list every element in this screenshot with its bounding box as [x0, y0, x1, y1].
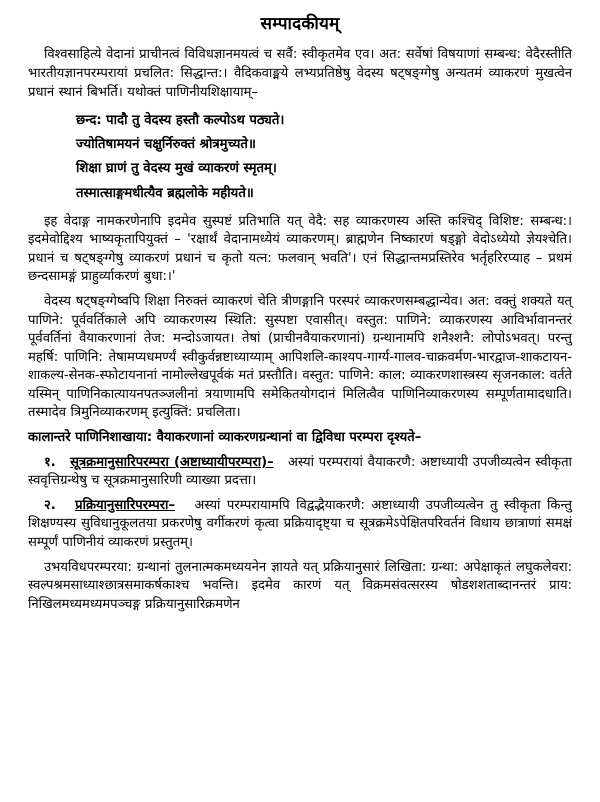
- list-item-number: २.: [44, 497, 56, 513]
- paragraph-vedanga: इह वेदाङ्ग नामकरणेनापि इदमेव सुस्पष्टं प्रतिभाति यत् वेदै: सह व्याकरणस्य अस्ति कश्चिद् विशिष्ट: सम्बन्ध:। इदमेवोद्दिश्य भाष्यकृतापि‍युक्तं – 'रक्षार्थं वेदानामध्येयं व्याकरणम्। ब्राह्मणेन निष्कारणं षड्ङ्गो वेदोऽध्येयो ज्ञेयश्चेति। प्रधानं च षट्षङ्ग्गेषु व्याकरणं प्रधानं च कृतो यत्न: फलवान् भवति'। एनं सिद्धान्तमप्रस्तिरेव भर्तृहरिरप्याह – प्रथमं छन्दसामङ्गं प्राहुर्व्याकरणं बुधा:।': [28, 213, 573, 285]
- list-item-prakriya-krama: [28, 497, 572, 553]
- verse-line-4: तस्मात्साङ्गमधीत्यैव ब्रह्मलोके महीयते॥: [76, 185, 254, 201]
- verse-line-1: छन्द: पादौ तु वेदस्य हस्तौ कल्पोऽथ पठ्यते।: [76, 113, 285, 129]
- list-item-heading: प्रक्रियानुसारिपरम्परा–: [75, 497, 175, 513]
- paragraph-panini: वेदस्य षट्षङ्ग्गेष्वपि शिक्षा निरुक्तं व्याकरणं चेति त्रीणङ्गानि परस्परं व्याकरणसम्बद्धान्येव। अत: वक्तुं शक्यते यत् पाणिने: पूर्ववर्तिकाले अपि व्याकरणस्य स्थिति: सुस्पष्टा एवासीत्। वस्तुत: पाणिने: व्याकरणस्य आविर्भावानन्तरं पूर्ववर्तिनां वैयाकरणानां तेज: मन्दोऽजायत। तेषां (प्राचीनवैयाकरणानां) ग्रन्थानामपि शनैश्शनै: लोपोऽभवत्। परन्तु महर्षि: पाणिनि: तेषामप्यधमर्ण्यं स्वीकुर्वन्नष्टाध्याय्याम् आपिशलि-काश्यप-गार्ग्य-गालव-चाक्रवर्मण-भारद्वाज-शाकटायन-शाकल्य-सेनक-स्फोटायनानां नामोल्लेखपूर्वकं मतं प्रस्तौति। वस्तुत: पाणिने: काल: व्याकरणशास्त्रस्य सृजनकाल: वर्तते यस्मिन् पाणिनिकात्यायनपतञ्जलीनां त्रयाणामपि समेकितयोगदानं मिलित्वैव पाणिनिव्याकरणस्य सम्पूर्णतामादधाति। तस्मादेव त्रिमुनिव्याकरणम् इत्युक्तिं: प्रचलिता।: [28, 294, 572, 421]
- paragraph-intro: विश्वसाहित्ये वेदानां प्राचीनत्वं विविधज्ञानमयत्वं च सर्वै: स्वीकृतमेव एव। अत: सर्वेषां विषयाणां सम्बन्ध: वेदैरस्तीति भारतीयज्ञानपरम्परायां प्रचलित: सिद्धान्त:। वैदिकवाङ्मये लभ्यप्रतिष्ठेषु वेदस्य षट्षङ्ग्गेषु अन्यतमं व्याकरणं मुखत्वेन प्रधानं स्थानं बिभर्ति। यथोक्तं पाणिनीयशिक्षायाम्–: [28, 47, 572, 100]
- paragraph-tradition-heading: कालान्तरे पाणिनिशाखाया: वैयाकरणानां व्याकरणग्रन्थानां वा द्विविधा परम्परा दृश्यते–: [28, 430, 422, 446]
- verse-line-3: शिक्षा घ्राणं तु वेदस्य मुखं व्याकरणं स्मृतम्।: [76, 161, 277, 177]
- verse-line-2: ज्योतिषामयनं चक्षुर्निरुक्तं श्रोत्रमुच्यते॥: [76, 137, 256, 153]
- list-item-number: १.: [44, 454, 56, 470]
- verse-block: [28, 111, 572, 203]
- page-title: सम्पादकीयम्: [260, 14, 340, 34]
- list-item-sutra-krama: [28, 454, 572, 491]
- list-item-heading: सूत्रक्रमानुसारिपरम्परा (अष्टाध्यायीपरम्परा)–: [70, 454, 274, 470]
- list-item-text: अस्यां परम्परायां वैयाकरणै: अष्टाध्यायी उपजीव्यत्वेन स्वीकृता स्ववृत्तिग्रन्थेषु च सूत्रक्रमानुसारिणी व्याख्या प्रदत्ता।: [28, 454, 572, 489]
- list-item-text: अस्यां परम्परायामपि विद्वद्भैयाकरणै: अष्टाध्यायी उपजीव्यत्वेन तु स्वीकृता किन्तु शिक्षण्यस्य सुविधानुकूलतया प्रकरणेषु वर्गीकरणं कृत्वा प्रक्रियादृष्ट्या च सूत्रक्रमेऽपेक्षितपरिवर्तनं विधाय छात्राणां समक्षं सम्पूर्णं पाणिनीयं व्याकरणं प्रस्तुतम्।: [28, 497, 572, 550]
- paragraph-comparison: उभयविधपरम्परया: ग्रन्थानां तुलनात्मकमध्ययनेन ज्ञायते यत् प्रक्रियानुसारं लिखिता: ग्रन्था: अपेक्षाकृतं लघुकलेवरा: स्वल्पश्रमसाध्याश्छात्रसमाकर्षकाश्च भवन्ति। इदमेव कारणं यत् विक्रमसंवत्सरस्य षोडशशताब्दानन्तरं प्राय: निखिलमध्यमध्यमपञ्चङ्ग प्रक्रियानुसारिक्रमणेन: [28, 559, 572, 612]
